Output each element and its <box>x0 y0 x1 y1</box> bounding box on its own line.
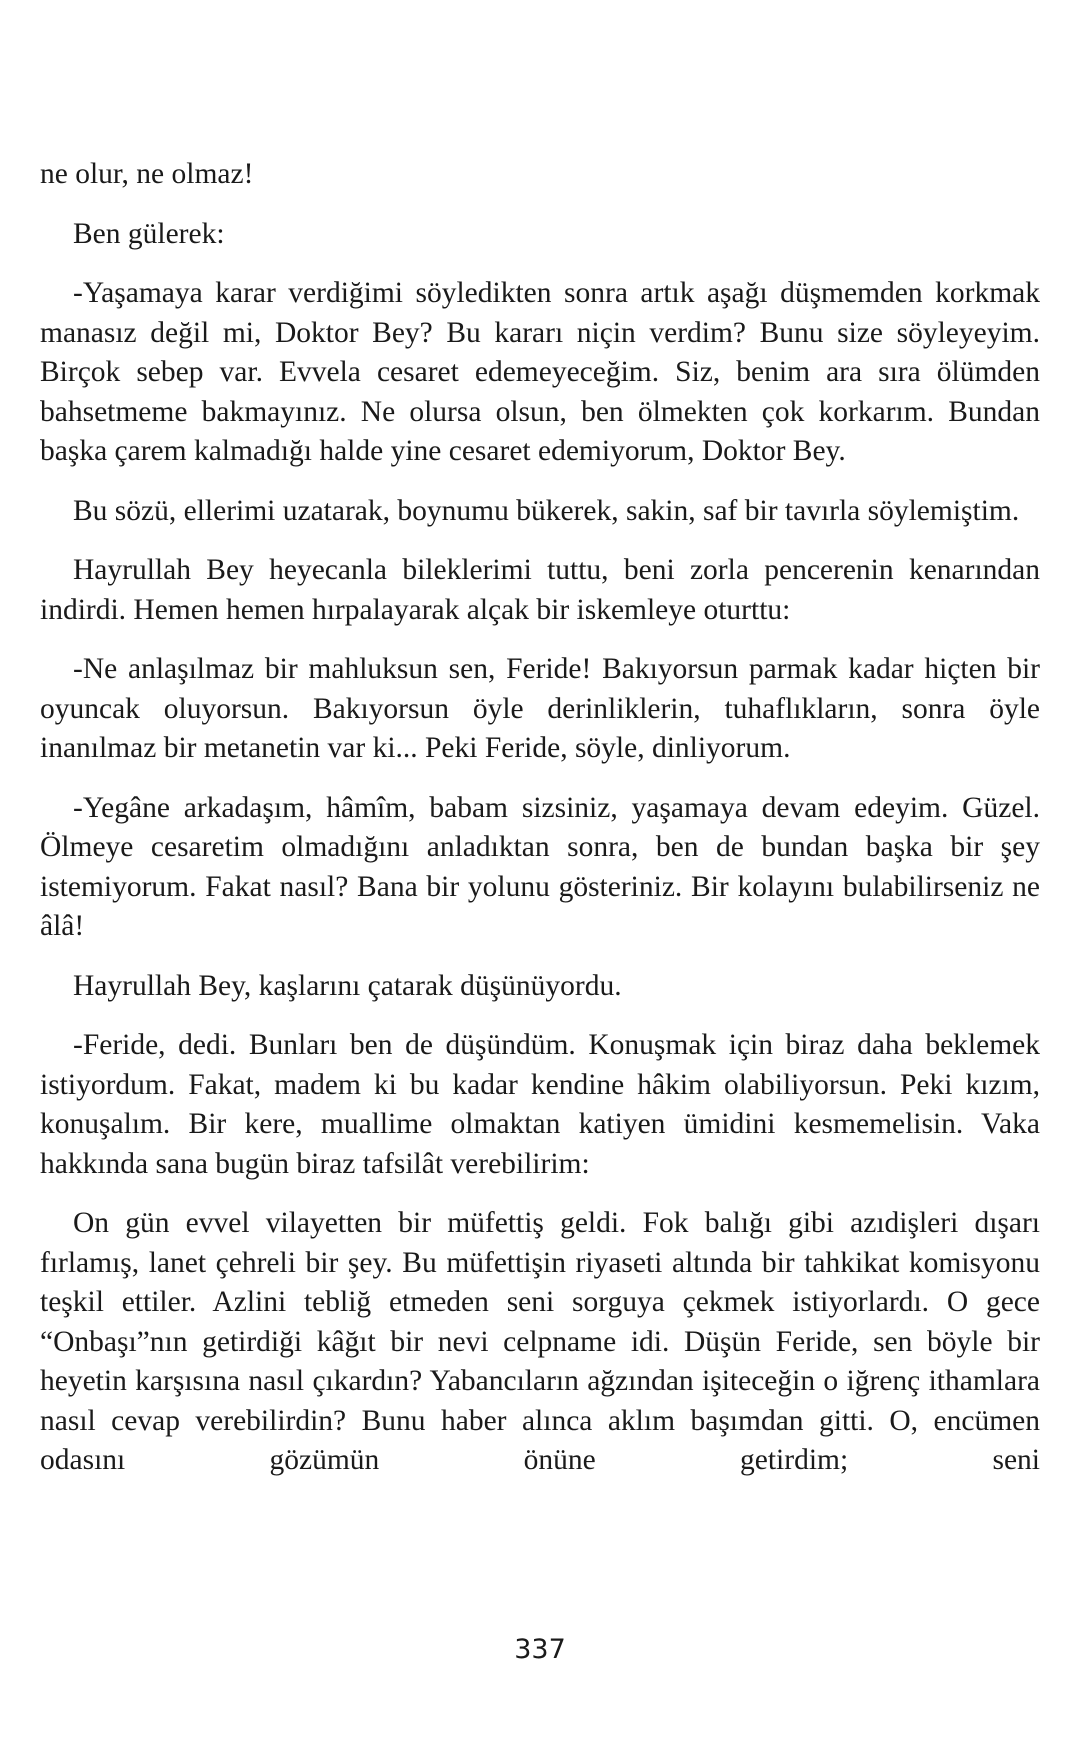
page-number: 337 <box>514 1634 566 1665</box>
paragraph-6: -Ne anlaşılmaz bir mahluksun sen, Feride! Bakıyorsun parmak kadar hiçten bir oyuncak oluyorsun. Bakıyorsun öyle derinliklerin, tuhaflıkların, sonra öyle inanılmaz bir metanetin var ki... Peki Feride, söyle, dinliyorum. <box>40 653 1040 764</box>
paragraph-10: On gün evvel vilayetten bir müfettiş geldi. Fok balığı gibi azıdişleri dışarı fırlamış, lanet çehreli bir şey. Bu müfettişin riyaseti altında bir tahkikat komisyonu teşkil ettiler. Azlini tebliğ etmeden seni sorguya çekmek istiyorlardı. O gece “Onbaşı”nın getirdiği kâğıt bir nevi celpname idi. Düşün Feride, sen böyle bir heyetin karşısına nasıl çıkardın? Yabancıların ağzından işiteceğin o iğrenç ithamlara nasıl cevap verebilirdin? Bunu haber alınca aklım başımdan gitti. O, encümen odasını gözümün önüne getirdim; seni <box>40 1207 1040 1476</box>
page-body <box>40 155 1040 1481</box>
paragraph-7: -Yegâne arkadaşım, hâmîm, babam sizsiniz, yaşamaya devam edeyim. Güzel. Ölmeye cesaretim olmadığını anladıktan sonra, ben de bundan başka bir şey istemiyorum. Fakat nasıl? Bana bir yolunu gösteriniz. Bir kolayını bulabilirseniz ne âlâ! <box>40 791 1040 942</box>
paragraph-4: Bu sözü, ellerimi uzatarak, boynumu bükerek, sakin, saf bir tavırla söylemiştim. <box>73 494 1020 527</box>
paragraph-9: -Feride, dedi. Bunları ben de düşündüm. Konuşmak için biraz daha beklemek istiyordum. Fakat, madem ki bu kadar kendine hâkim olabiliyorsun. Peki kızım, konuşalım. Bir kere, muallime olmaktan katiyen ümidini kesmemelisin. Vaka hakkında sana bugün biraz tafsilât verebilirim: <box>40 1029 1040 1180</box>
paragraph-5: Hayrullah Bey heyecanla bileklerimi tuttu, beni zorla pencerenin kenarından indirdi. Hemen hemen hırpalayarak alçak bir iskemleye oturttu: <box>40 554 1040 626</box>
paragraph-8: Hayrullah Bey, kaşlarını çatarak düşünüyordu. <box>73 969 622 1002</box>
paragraph-3: -Yaşamaya karar verdiğimi söyledikten sonra artık aşağı düşmemden korkmak manasız değil mi, Doktor Bey? Bu kararı niçin verdim? Bunu size söyleyeyim. Birçok sebep var. Evvela cesaret edemeyeceğim. Siz, benim ara sıra ölümden bahsetmeme bakmayınız. Ne olursa olsun, ben ölmekten çok korkarım. Bundan başka çarem kalmadığı halde yine cesaret edemiyorum, Doktor Bey. <box>40 277 1040 467</box>
paragraph-2: Ben gülerek: <box>73 217 225 250</box>
paragraph-1: ne olur, ne olmaz! <box>40 158 254 190</box>
